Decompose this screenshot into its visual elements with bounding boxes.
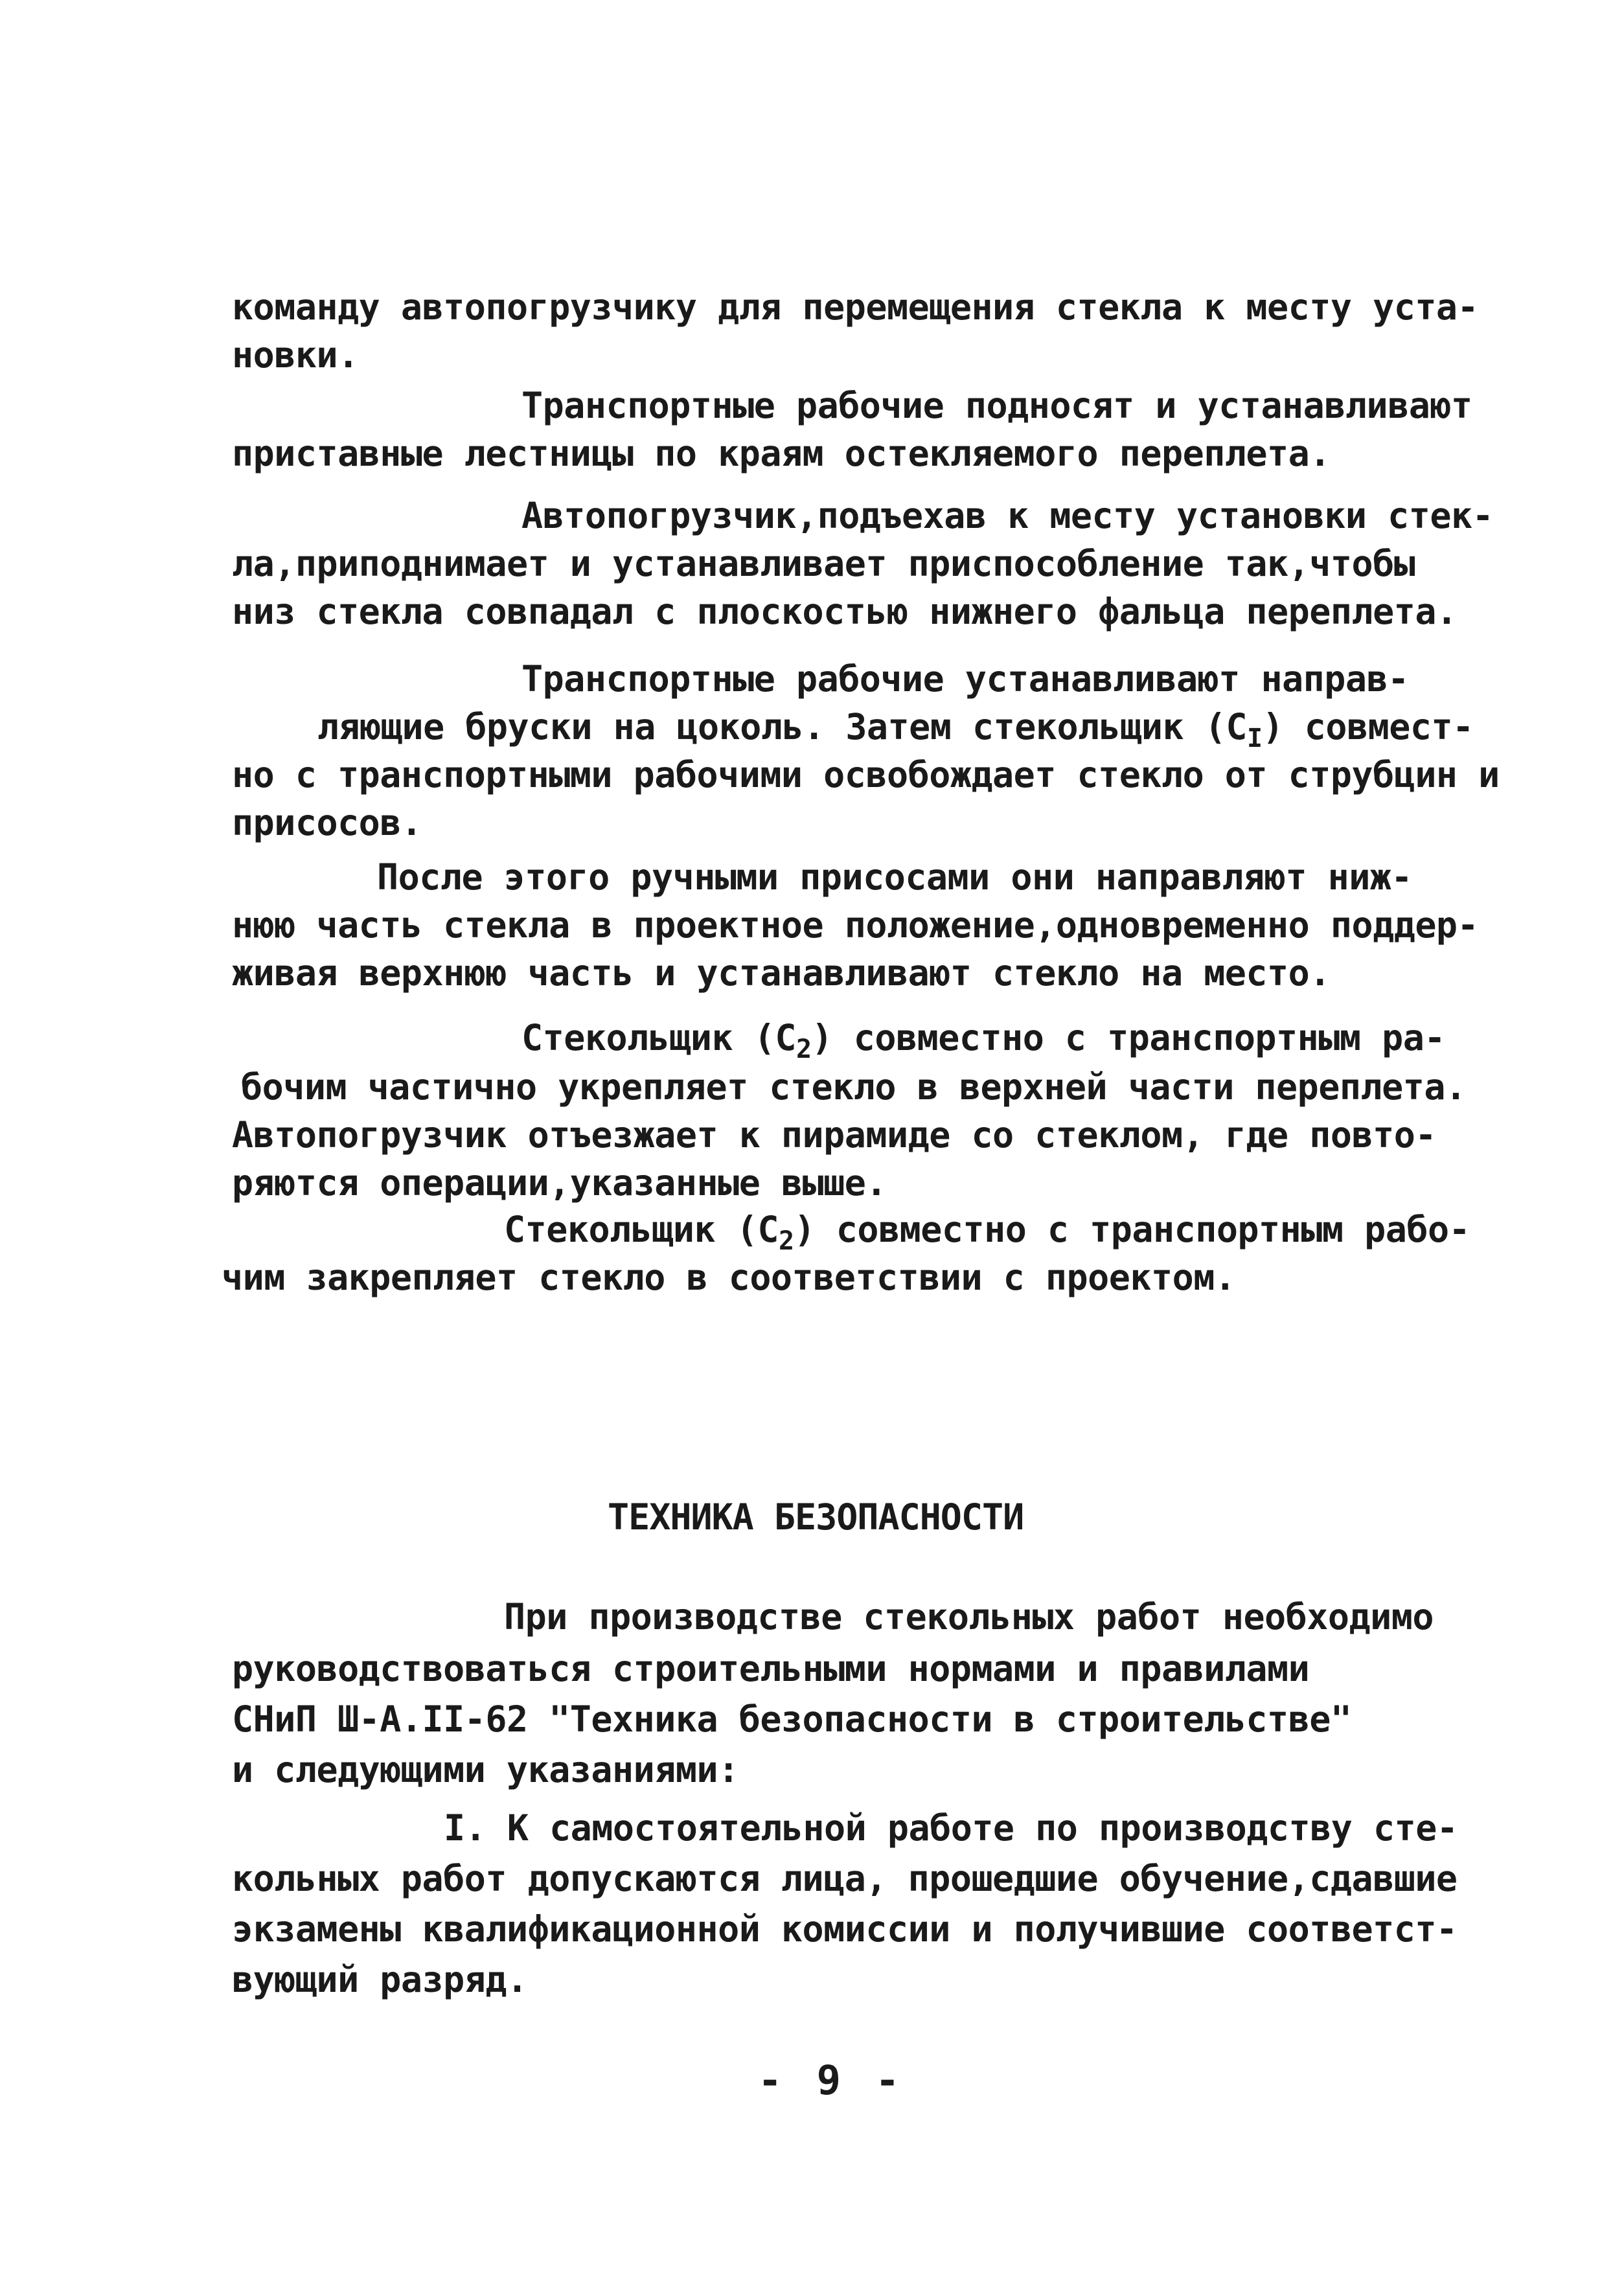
safety-line-6: кольных работ допускаются лица, прошедшие обучение,сдавшие (232, 1858, 1458, 1899)
subscript-3: 2 (778, 1226, 794, 1256)
body-line-15 (521, 1014, 1445, 1064)
body-line-20: чим закрепляет стекло в соответствии с проектом. (222, 1257, 1236, 1298)
body-line-6: ла,приподнимает и устанавливает приспособление так,чтобы (232, 543, 1415, 584)
body-line-13: нюю часть стекла в проектное положение,одновременно поддер- (232, 904, 1479, 946)
body-line-17: Автопогрузчик отъезжает к пирамиде со стеклом, где повто- (232, 1114, 1436, 1156)
safety-line-1: При производстве стекольных работ необходимо (504, 1596, 1434, 1638)
safety-line-4: и следующими указаниями: (232, 1749, 739, 1790)
body-line-11: присосов. (232, 802, 422, 843)
body-line-16: бочим частично укрепляет стекло в верхней части переплета. (241, 1066, 1467, 1108)
page-number: - 9 - (758, 2057, 905, 2104)
body-line-15-tail: ) совместно с транспортным ра- (811, 1017, 1445, 1058)
body-line-19-tail: ) совместно с транспортным рабо- (794, 1209, 1470, 1250)
body-line-9-text: ляющие бруски на цоколь. Затем стекольщик (С (317, 706, 1247, 748)
body-line-5: Автопогрузчик,подъехав к месту установки стек- (521, 495, 1494, 536)
body-line-12: После этого ручными присосами они направляют ниж- (377, 856, 1413, 898)
safety-line-7: экзамены квалификационной комиссии и получившие соответст- (232, 1908, 1458, 1950)
body-line-15-text: Стекольщик (С (521, 1017, 796, 1058)
section-title: ТЕХНИКА БЕЗОПАСНОСТИ (608, 1496, 1024, 1538)
safety-line-3: СНиП Ш-А.II-62 "Техника безопасности в строительстве" (232, 1698, 1352, 1740)
safety-line-2: руководствоваться строительными нормами и правилами (232, 1648, 1310, 1689)
body-line-19 (504, 1206, 1470, 1256)
body-line-10: но с транспортными рабочими освобождает стекло от струбцин и (232, 754, 1500, 795)
body-line-8: Транспортные рабочие устанавливают направ- (521, 658, 1409, 700)
body-line-19-text: Стекольщик (С (504, 1209, 779, 1250)
body-line-9 (317, 703, 1474, 753)
safety-line-8: вующий разряд. (232, 1959, 528, 2000)
body-line-4: приставные лестницы по краям остекляемого переплета. (232, 433, 1331, 474)
body-line-1: команду автопогрузчику для перемещения стекла к месту уста- (232, 286, 1479, 328)
subscript-2: 2 (795, 1034, 812, 1064)
body-line-3: Транспортные рабочие подносят и устанавливают (521, 385, 1472, 426)
body-line-7: низ стекла совпадал с плоскостью нижнего фальца переплета. (232, 591, 1458, 632)
body-line-14: живая верхнюю часть и устанавливают стекло на место. (232, 952, 1331, 994)
body-line-2: новки. (232, 334, 359, 376)
body-line-18: ряются операции,указанные выше. (232, 1162, 887, 1204)
safety-line-5: I. К самостоятельной работе по производству сте- (444, 1807, 1458, 1849)
body-line-9-tail: ) совмест- (1262, 706, 1474, 748)
subscript-1: I (1246, 724, 1263, 753)
